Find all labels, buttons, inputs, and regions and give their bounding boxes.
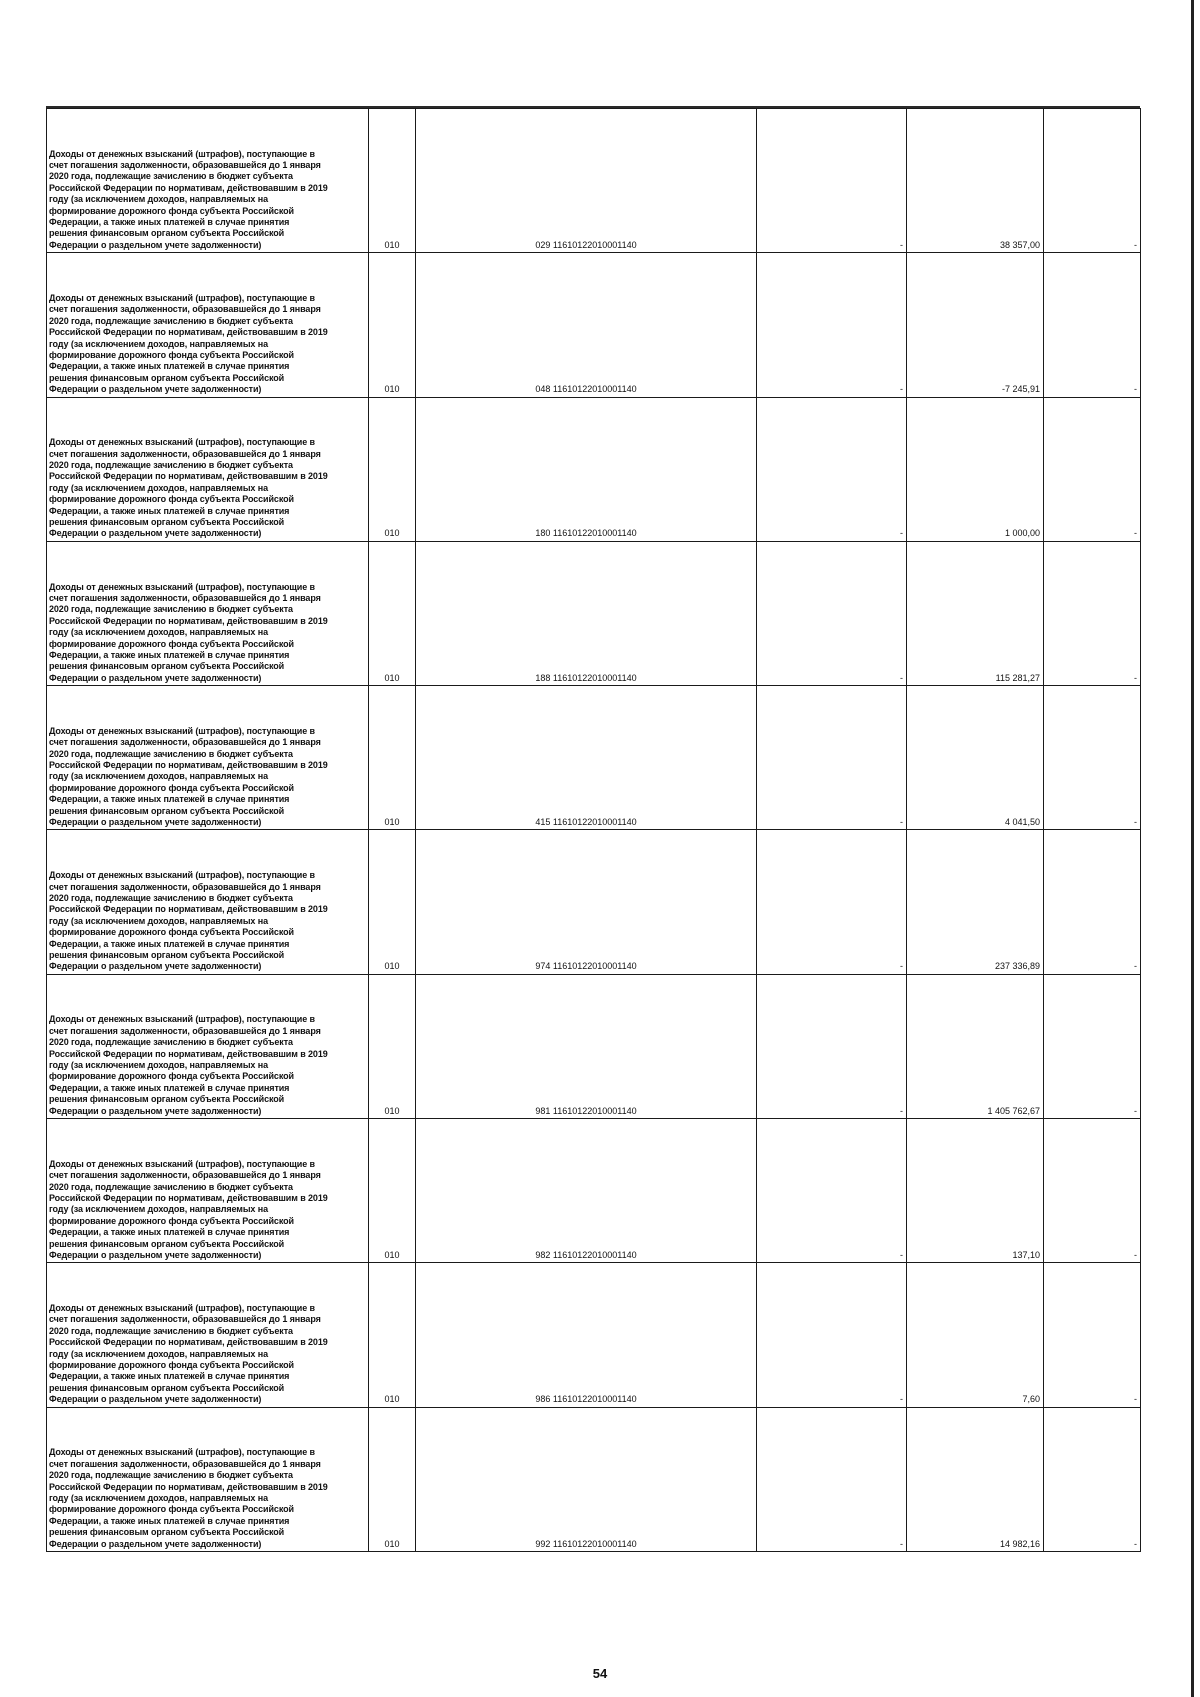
- amount-cell-c: -: [1044, 974, 1141, 1118]
- amount-cell-c: -: [1044, 253, 1141, 397]
- line-code-cell: 010: [369, 109, 416, 253]
- income-description-cell: Доходы от денежных взысканий (штрафов), поступающие в счет погашения задолженности, образовавшейся до 1 января 2020 года, подлежащие зачислению в бюджет субъекта Российской Федерации по нормативам, действовавшим в 2019 году (за исключением доходов, направляемых на формирование дорожного фонда субъекта Российской Федерации, а также иных платежей в случае принятия решения финансовым органом субъекта Российской Федерации о раздельном учете задолженности): [47, 253, 369, 397]
- amount-cell-a: -: [757, 541, 907, 685]
- amount-cell-b: 237 336,89: [907, 830, 1044, 974]
- amount-cell-c: -: [1044, 397, 1141, 541]
- income-description-cell: Доходы от денежных взысканий (штрафов), поступающие в счет погашения задолженности, образовавшейся до 1 января 2020 года, подлежащие зачислению в бюджет субъекта Российской Федерации по нормативам, действовавшим в 2019 году (за исключением доходов, направляемых на формирование дорожного фонда субъекта Российской Федерации, а также иных платежей в случае принятия решения финансовым органом субъекта Российской Федерации о раздельном учете задолженности): [47, 541, 369, 685]
- amount-cell-a: -: [757, 253, 907, 397]
- table-row: [47, 541, 1141, 685]
- table-row: [47, 109, 1141, 253]
- income-code-cell: 986 11610122010001140: [416, 1263, 757, 1407]
- page-number: 54: [592, 1666, 608, 1681]
- amount-cell-c: -: [1044, 830, 1141, 974]
- income-description-cell: Доходы от денежных взысканий (штрафов), поступающие в счет погашения задолженности, образовавшейся до 1 января 2020 года, подлежащие зачислению в бюджет субъекта Российской Федерации по нормативам, действовавшим в 2019 году (за исключением доходов, направляемых на формирование дорожного фонда субъекта Российской Федерации, а также иных платежей в случае принятия решения финансовым органом субъекта Российской Федерации о раздельном учете задолженности): [47, 830, 369, 974]
- table-body: [47, 109, 1141, 1552]
- line-code-cell: 010: [369, 1407, 416, 1551]
- income-report-table: [46, 108, 1141, 1552]
- income-description-cell: Доходы от денежных взысканий (штрафов), поступающие в счет погашения задолженности, образовавшейся до 1 января 2020 года, подлежащие зачислению в бюджет субъекта Российской Федерации по нормативам, действовавшим в 2019 году (за исключением доходов, направляемых на формирование дорожного фонда субъекта Российской Федерации, а также иных платежей в случае принятия решения финансовым органом субъекта Российской Федерации о раздельном учете задолженности): [47, 109, 369, 253]
- line-code-cell: 010: [369, 1119, 416, 1263]
- line-code-cell: 010: [369, 686, 416, 830]
- amount-cell-c: -: [1044, 1263, 1141, 1407]
- table-row: [47, 397, 1141, 541]
- line-code-cell: 010: [369, 253, 416, 397]
- amount-cell-b: 1 405 762,67: [907, 974, 1044, 1118]
- income-code-cell: 981 11610122010001140: [416, 974, 757, 1118]
- amount-cell-a: -: [757, 1407, 907, 1551]
- income-code-cell: 974 11610122010001140: [416, 830, 757, 974]
- table-row: [47, 1119, 1141, 1263]
- amount-cell-a: -: [757, 686, 907, 830]
- line-code-cell: 010: [369, 541, 416, 685]
- line-code-cell: 010: [369, 1263, 416, 1407]
- amount-cell-b: 38 357,00: [907, 109, 1044, 253]
- income-description-cell: Доходы от денежных взысканий (штрафов), поступающие в счет погашения задолженности, образовавшейся до 1 января 2020 года, подлежащие зачислению в бюджет субъекта Российской Федерации по нормативам, действовавшим в 2019 году (за исключением доходов, направляемых на формирование дорожного фонда субъекта Российской Федерации, а также иных платежей в случае принятия решения финансовым органом субъекта Российской Федерации о раздельном учете задолженности): [47, 974, 369, 1118]
- income-code-cell: 048 11610122010001140: [416, 253, 757, 397]
- amount-cell-b: 14 982,16: [907, 1407, 1044, 1551]
- table-row: [47, 830, 1141, 974]
- amount-cell-c: -: [1044, 109, 1141, 253]
- amount-cell-c: -: [1044, 686, 1141, 830]
- table-row: [47, 1263, 1141, 1407]
- amount-cell-a: -: [757, 830, 907, 974]
- income-description-cell: Доходы от денежных взысканий (штрафов), поступающие в счет погашения задолженности, образовавшейся до 1 января 2020 года, подлежащие зачислению в бюджет субъекта Российской Федерации по нормативам, действовавшим в 2019 году (за исключением доходов, направляемых на формирование дорожного фонда субъекта Российской Федерации, а также иных платежей в случае принятия решения финансовым органом субъекта Российской Федерации о раздельном учете задолженности): [47, 1119, 369, 1263]
- income-description-cell: Доходы от денежных взысканий (штрафов), поступающие в счет погашения задолженности, образовавшейся до 1 января 2020 года, подлежащие зачислению в бюджет субъекта Российской Федерации по нормативам, действовавшим в 2019 году (за исключением доходов, направляемых на формирование дорожного фонда субъекта Российской Федерации, а также иных платежей в случае принятия решения финансовым органом субъекта Российской Федерации о раздельном учете задолженности): [47, 397, 369, 541]
- amount-cell-b: 7,60: [907, 1263, 1044, 1407]
- table-row: [47, 974, 1141, 1118]
- line-code-cell: 010: [369, 830, 416, 974]
- amount-cell-a: -: [757, 974, 907, 1118]
- amount-cell-b: 1 000,00: [907, 397, 1044, 541]
- income-description-cell: Доходы от денежных взысканий (штрафов), поступающие в счет погашения задолженности, образовавшейся до 1 января 2020 года, подлежащие зачислению в бюджет субъекта Российской Федерации по нормативам, действовавшим в 2019 году (за исключением доходов, направляемых на формирование дорожного фонда субъекта Российской Федерации, а также иных платежей в случае принятия решения финансовым органом субъекта Российской Федерации о раздельном учете задолженности): [47, 1263, 369, 1407]
- amount-cell-a: -: [757, 397, 907, 541]
- line-code-cell: 010: [369, 974, 416, 1118]
- amount-cell-c: -: [1044, 541, 1141, 685]
- table-row: [47, 1407, 1141, 1551]
- income-code-cell: 188 11610122010001140: [416, 541, 757, 685]
- amount-cell-a: -: [757, 1119, 907, 1263]
- amount-cell-c: -: [1044, 1119, 1141, 1263]
- income-code-cell: 992 11610122010001140: [416, 1407, 757, 1551]
- table-row: [47, 686, 1141, 830]
- amount-cell-c: -: [1044, 1407, 1141, 1551]
- amount-cell-b: 137,10: [907, 1119, 1044, 1263]
- amount-cell-b: -7 245,91: [907, 253, 1044, 397]
- amount-cell-b: 4 041,50: [907, 686, 1044, 830]
- line-code-cell: 010: [369, 397, 416, 541]
- amount-cell-a: -: [757, 109, 907, 253]
- amount-cell-b: 115 281,27: [907, 541, 1044, 685]
- income-description-cell: Доходы от денежных взысканий (штрафов), поступающие в счет погашения задолженности, образовавшейся до 1 января 2020 года, подлежащие зачислению в бюджет субъекта Российской Федерации по нормативам, действовавшим в 2019 году (за исключением доходов, направляемых на формирование дорожного фонда субъекта Российской Федерации, а также иных платежей в случае принятия решения финансовым органом субъекта Российской Федерации о раздельном учете задолженности): [47, 686, 369, 830]
- income-code-cell: 180 11610122010001140: [416, 397, 757, 541]
- income-code-cell: 982 11610122010001140: [416, 1119, 757, 1263]
- amount-cell-a: -: [757, 1263, 907, 1407]
- table-row: [47, 253, 1141, 397]
- income-code-cell: 415 11610122010001140: [416, 686, 757, 830]
- page-edge-rule: [1191, 0, 1194, 1697]
- income-description-cell: Доходы от денежных взысканий (штрафов), поступающие в счет погашения задолженности, образовавшейся до 1 января 2020 года, подлежащие зачислению в бюджет субъекта Российской Федерации по нормативам, действовавшим в 2019 году (за исключением доходов, направляемых на формирование дорожного фонда субъекта Российской Федерации, а также иных платежей в случае принятия решения финансовым органом субъекта Российской Федерации о раздельном учете задолженности): [47, 1407, 369, 1551]
- income-code-cell: 029 11610122010001140: [416, 109, 757, 253]
